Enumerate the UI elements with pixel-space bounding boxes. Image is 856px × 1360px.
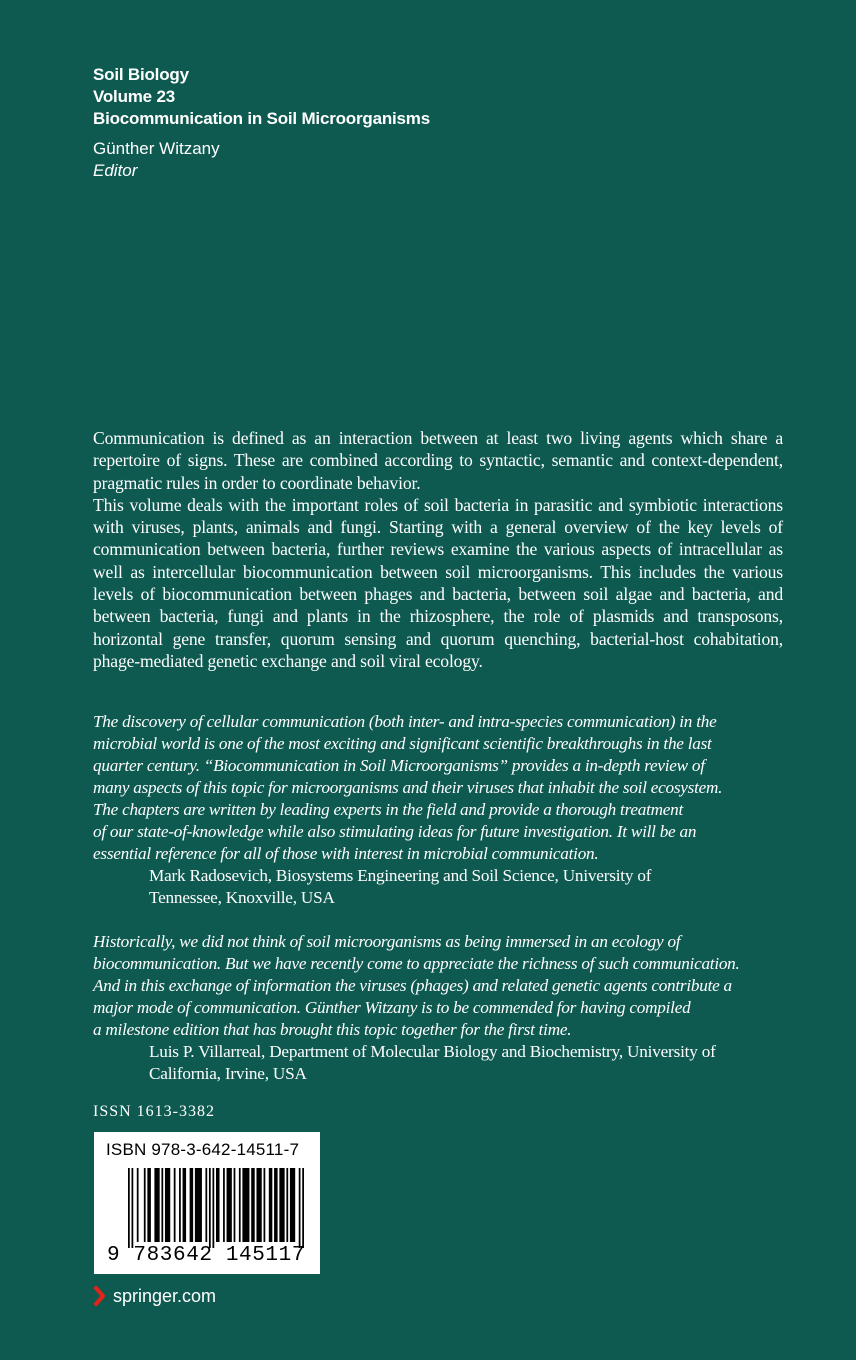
book-description [93, 427, 783, 672]
quote-text [93, 711, 783, 865]
barcode-digits: 9 783642 145117 [107, 1244, 306, 1267]
quote-line: Historically, we did not think of soil microorganisms as being immersed in an ecology of [93, 932, 681, 951]
barcode-bar [286, 1168, 288, 1242]
barcode-bar [242, 1168, 249, 1242]
barcode-bar [183, 1168, 187, 1242]
barcode-bar [195, 1168, 202, 1242]
quote-line: many aspects of this topic for microorganisms and their viruses that inhabit the soil ecosystem. [93, 778, 723, 797]
quote-line: essential reference for all of those with interest in microbial communication. [93, 844, 599, 863]
endorsement-quote [93, 711, 783, 909]
description-paragraph: Communication is defined as an interaction between at least two living agents which share a repertoire of signs. These are combined according to syntactic, semantic and context-dependent, pragmatic rules in order to coordinate behavior. [93, 428, 783, 493]
quote-attribution [93, 1041, 783, 1085]
barcode-bar [279, 1168, 284, 1242]
barcode-bar [299, 1168, 301, 1248]
barcode-bar [132, 1168, 134, 1248]
barcode-bar [216, 1168, 220, 1242]
editor-role: Editor [93, 161, 138, 180]
editor-name: Günther Witzany [93, 139, 220, 158]
barcode-bar [251, 1168, 255, 1242]
issn-number: ISSN 1613-3382 [93, 1103, 216, 1120]
barcode-bar [223, 1168, 225, 1242]
quote-attribution [93, 865, 783, 909]
quote-line: The discovery of cellular communication (both inter- and intra-species communication) in the [93, 712, 717, 731]
book-title: Biocommunication in Soil Microorganisms [93, 109, 430, 128]
barcode-bar [179, 1168, 181, 1242]
quote-line: of our state-of-knowledge while also stimulating ideas for future investigation. It will be an [93, 822, 697, 841]
endorsement-quote [93, 931, 783, 1085]
barcode-bar [165, 1168, 170, 1242]
barcode-bar [256, 1168, 261, 1242]
barcode-bar [239, 1168, 241, 1242]
barcode-bar [174, 1168, 176, 1242]
barcode-bar [128, 1168, 130, 1248]
chevron-right-icon [93, 1285, 107, 1307]
quote-line: a milestone edition that has brought this topic together for the first time. [93, 1020, 572, 1039]
volume-number: Volume 23 [93, 87, 175, 106]
attribution-line: Luis P. Villarreal, Department of Molecular Biology and Biochemistry, University of [149, 1042, 716, 1061]
barcode-bar [190, 1168, 194, 1242]
barcode-bar [144, 1168, 146, 1242]
barcode-bar [154, 1168, 159, 1242]
barcode-bar [302, 1168, 304, 1248]
quote-line: The chapters are written by leading experts in the field and provide a thorough treatment [93, 800, 684, 819]
quote-line: biocommunication. But we have recently come to appreciate the richness of such communication. [93, 954, 740, 973]
barcode-bar [161, 1168, 163, 1242]
attribution-line: California, Irvine, USA [149, 1064, 307, 1083]
quote-text [93, 931, 783, 1041]
barcode-bar [227, 1168, 232, 1242]
description-paragraph: This volume deals with the important roles of soil bacteria in parasitic and symbiotic interactions with viruses, plants, animals and fungi. Starting with a general overview of the key levels of communication between bacteria, further reviews examine the various aspects of intracellular as well as intercellular biocommunication between soil microorganisms. This includes the various levels of biocommunication between phages and bacteria, between soil algae and bacteria, and between bacteria, fungi and plants in the rhizosphere, the role of plasmids and transposons, horizontal gene transfer, quorum sensing and quorum quenching, bacterial-host cohabitation, phage-mediated genetic exchange and soil viral ecology. [93, 494, 783, 671]
attribution-line: Mark Radosevich, Biosystems Engineering and Soil Science, University of [149, 866, 652, 885]
barcode-bar [290, 1168, 295, 1242]
publisher-footer [93, 1285, 216, 1307]
barcode-bar [234, 1168, 236, 1242]
series-name: Soil Biology [93, 65, 189, 84]
quote-line: major mode of communication. Günther Witzany is to be commended for having compiled [93, 998, 691, 1017]
quote-line: quarter century. “Biocommunication in Soil Microorganisms” provides a in-depth review of [93, 756, 705, 775]
quote-line: And in this exchange of information the viruses (phages) and related genetic agents contribute a [93, 976, 732, 995]
publisher-url[interactable]: springer.com [113, 1285, 217, 1306]
barcode-bar [137, 1168, 139, 1242]
isbn-label: ISBN 978-3-642-14511-7 [106, 1140, 300, 1159]
barcode-bar [212, 1168, 214, 1248]
barcode-bar [264, 1168, 266, 1242]
barcode-bar [274, 1168, 278, 1242]
barcode-bar [205, 1168, 207, 1242]
book-header [93, 64, 793, 182]
isbn-barcode [94, 1132, 320, 1274]
barcode-bar [209, 1168, 211, 1248]
attribution-line: Tennessee, Knoxville, USA [149, 888, 335, 907]
barcode-bar [269, 1168, 273, 1242]
quote-line: microbial world is one of the most exciting and significant scientific breakthroughs in the last [93, 734, 712, 753]
barcode-bar [147, 1168, 151, 1242]
